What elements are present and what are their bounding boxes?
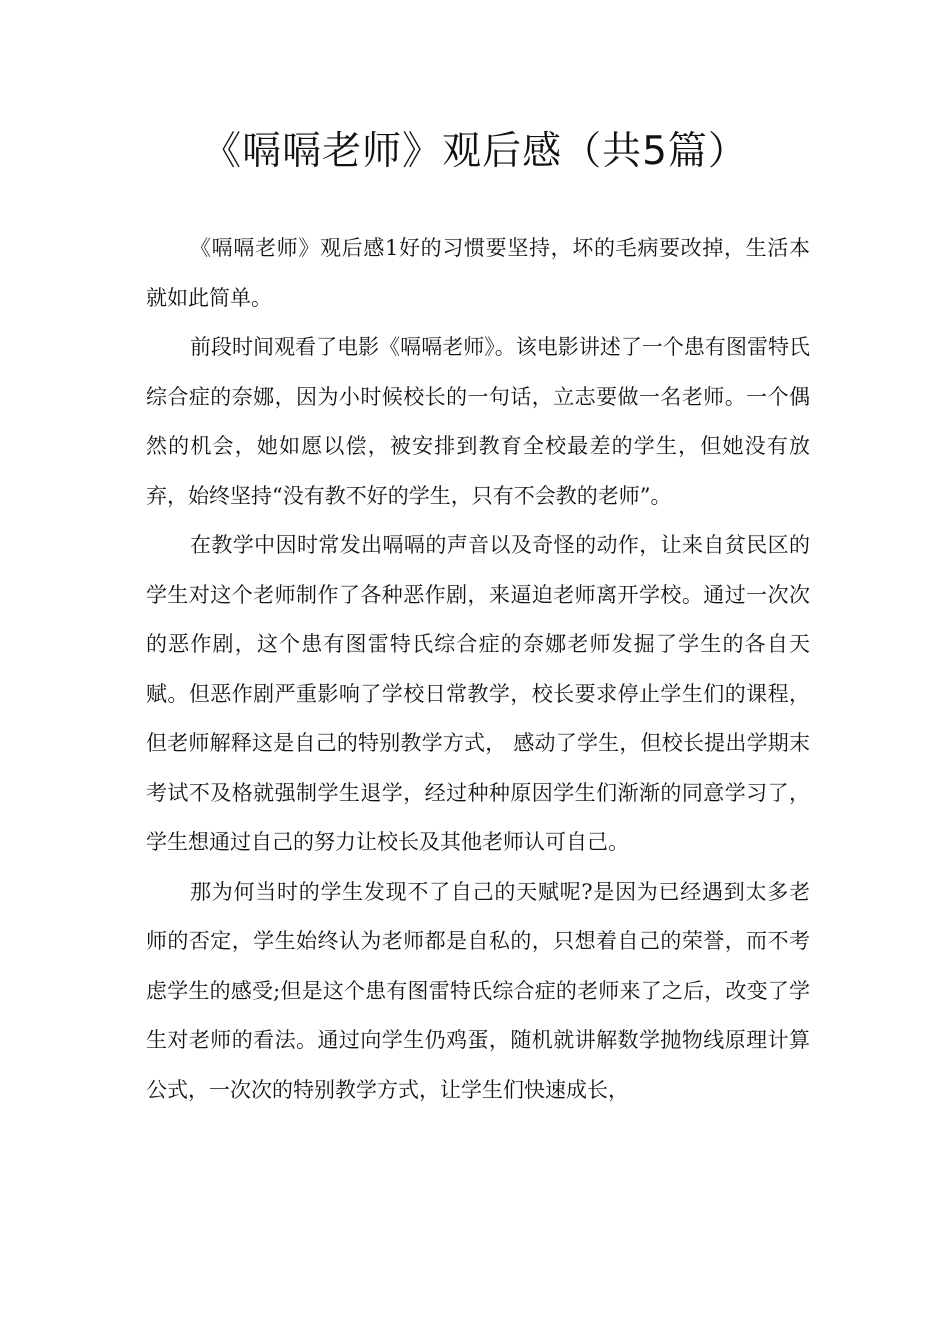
paragraph-3: 在教学中因时常发出嗝嗝的声音以及奇怪的动作，让来自贫民区的学生对这个老师制作了各种恶作剧，来逼迫老师离开学校。通过一次次的恶作剧，这个患有图雷特氏综合症的奈娜老师发掘了学生的各自天赋。但恶作剧严重影响了学校日常教学，校长要求停止学生们的课程，但老师解释这是自己的特别教学方式， 感动了学生，但校长提出学期末考试不及格就强制学生退学，经过种种原因学生们渐渐的同意学习了，学生想通过自己的努力让校长及其他老师认可自己。 [146, 533, 810, 854]
paragraph-1: 《嗝嗝老师》观后感1好的习惯要坚持，坏的毛病要改掉，生活本就如此简单。 [146, 236, 810, 310]
paragraph-4: 那为何当时的学生发现不了自己的天赋呢?是因为已经遇到太多老师的否定，学生始终认为老师都是自私的，只想着自己的荣誉，而不考虑学生的感受;但是这个患有图雷特氏综合症的老师来了之后，改变了学生对老师的看法。通过向学生仍鸡蛋，随机就讲解数学抛物线原理计算公式，一次次的特别教学方式，让学生们快速成长， [146, 879, 810, 1102]
document-title: 《嗝嗝老师》观后感（共5篇） [202, 129, 748, 174]
document-body [146, 224, 810, 1115]
paragraph-2: 前段时间观看了电影《嗝嗝老师》。该电影讲述了一个患有图雷特氏综合症的奈娜，因为小时候校长的一句话，立志要做一名老师。一个偶然的机会，她如愿以偿，被安排到教育全校最差的学生，但她没有放弃，始终坚持“没有教不好的学生，只有不会教的老师”。 [146, 335, 810, 508]
